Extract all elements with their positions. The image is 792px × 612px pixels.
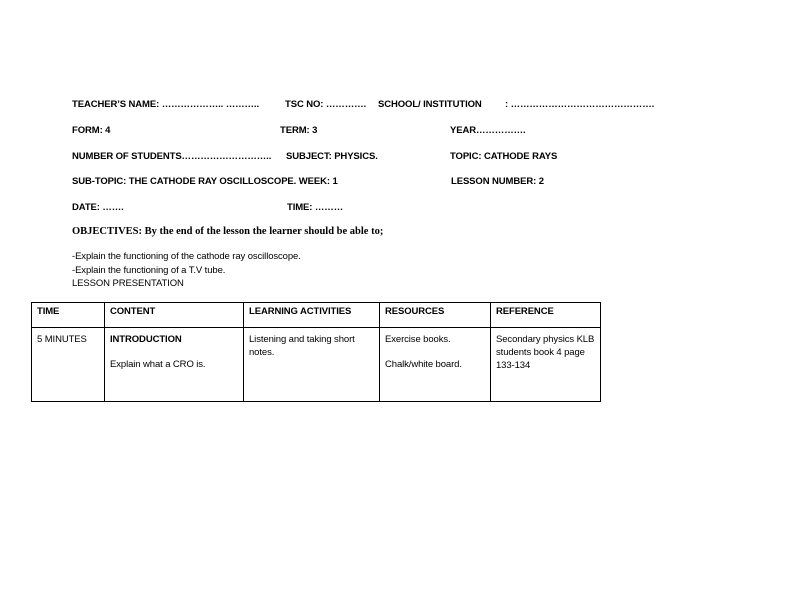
- teacher-name-field: TEACHER’S NAME: ……………….. ………..: [72, 99, 260, 110]
- cell-content: [105, 328, 244, 402]
- objective-item: -Explain the functioning of the cathode ray oscilloscope.: [72, 251, 301, 262]
- table-header-row: [32, 303, 601, 328]
- objective-item: -Explain the functioning of a T.V tube.: [72, 265, 226, 276]
- subject-field: SUBJECT: PHYSICS.: [286, 151, 378, 162]
- column-header-resources: RESOURCES: [380, 303, 491, 328]
- cell-resources: [380, 328, 491, 402]
- column-header-content: CONTENT: [105, 303, 244, 328]
- term-field: TERM: 3: [280, 125, 318, 136]
- year-field: YEAR…………….: [450, 125, 526, 136]
- lesson-presentation-table: [31, 302, 601, 402]
- number-of-students-field: NUMBER OF STUDENTS………………………..: [72, 151, 272, 162]
- cell-time: [32, 328, 105, 402]
- column-header-reference: REFERENCE: [491, 303, 601, 328]
- school-label: SCHOOL/ INSTITUTION: [378, 99, 482, 110]
- form-field: FORM: 4: [72, 125, 111, 136]
- subtopic-week-field: SUB-TOPIC: THE CATHODE RAY OSCILLOSCOPE. WEEK: 1: [72, 176, 338, 187]
- tsc-number-field: TSC NO: ………….: [285, 99, 367, 110]
- school-value: : ……………………………………….: [505, 99, 655, 110]
- cell-reference: [491, 328, 601, 402]
- table-row: [32, 328, 601, 402]
- lesson-presentation-label: LESSON PRESENTATION: [72, 278, 184, 289]
- lesson-number-field: LESSON NUMBER: 2: [451, 176, 544, 187]
- cell-learning-activities: [244, 328, 380, 402]
- content-text: Explain what a CRO is.: [110, 359, 206, 370]
- time-field: TIME: ………: [287, 202, 344, 213]
- date-field: DATE: …….: [72, 202, 124, 213]
- column-header-time: TIME: [32, 303, 105, 328]
- resource-item: Chalk/white board.: [385, 359, 462, 370]
- reference-text: Secondary physics KLB students book 4 page 133-134: [496, 334, 595, 371]
- activities-text: Listening and taking short notes.: [249, 334, 355, 358]
- time-value: 5 MINUTES: [37, 334, 87, 345]
- content-title: INTRODUCTION: [110, 334, 182, 345]
- objectives-heading: OBJECTIVES: By the end of the lesson the learner should be able to;: [72, 226, 384, 237]
- column-header-learning-activities: LEARNING ACTIVITIES: [244, 303, 380, 328]
- topic-field: TOPIC: CATHODE RAYS: [450, 151, 558, 162]
- resource-item: Exercise books.: [385, 334, 451, 345]
